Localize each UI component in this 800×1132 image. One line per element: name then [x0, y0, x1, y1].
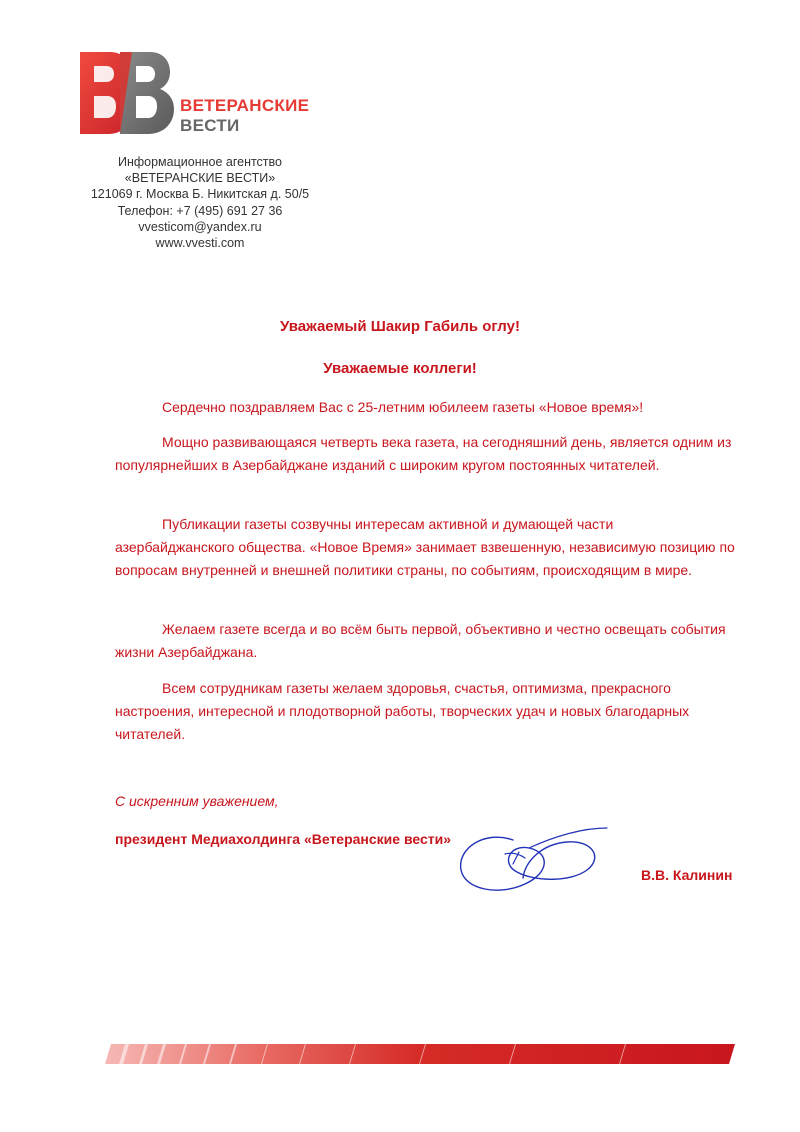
- salutation-secondary: Уважаемые коллеги!: [323, 360, 477, 377]
- logo: [80, 52, 340, 138]
- logo-line-1: ВЕТЕРАНСКИЕ: [180, 96, 310, 115]
- footer-decorative-stripe: [105, 1044, 735, 1064]
- letter-paragraph: Публикации газеты созвучны интересам активной и думающей части азербайджанского общества. «Новое Время» занимает взвешенную, независимую позицию по вопросам внутренней и внешней политики страны, по событиям, происходящим в мире.: [115, 516, 735, 578]
- agency-phone: Телефон: +7 (495) 691 27 36: [117, 203, 283, 218]
- salutation-primary: Уважаемый Шакир Габиль оглу!: [280, 318, 520, 335]
- agency-email: vvesticom@yandex.ru: [138, 219, 262, 234]
- letter-paragraph: Всем сотрудникам газеты желаем здоровья, счастья, оптимизма, прекрасного настроения, интересной и плодотворной работы, творческих удач и новых благодарных читателей.: [115, 680, 690, 742]
- closing-phrase: С искренним уважением,: [115, 793, 279, 809]
- logo-vv-mark: [80, 52, 175, 136]
- letter-paragraph: Желаем газете всегда и во всём быть первой, объективно и честно освещать события жизни Азербайджана.: [115, 621, 726, 660]
- logo-wordmark: [180, 96, 309, 136]
- signer-name: В.В. Калинин: [641, 867, 733, 883]
- agency-contact-block: [80, 154, 320, 251]
- agency-website: www.vvesti.com: [155, 236, 245, 251]
- handwritten-signature: [455, 818, 615, 898]
- signer-title: президент Медиахолдинга «Ветеранские вести»: [115, 831, 452, 847]
- agency-address: 121069 г. Москва Б. Никитская д. 50/5: [90, 187, 310, 202]
- letter-paragraph: Мощно развивающаяся четверть века газета, на сегодняшний день, является одним из популярнейших в Азербайджане изданий с широким кругом постоянных читателей.: [115, 434, 732, 473]
- agency-quoted-name: «ВЕТЕРАНСКИЕ ВЕСТИ»: [124, 171, 276, 186]
- letter-paragraph: Сердечно поздравляем Вас с 25-летним юбилеем газеты «Новое время»!: [162, 399, 644, 415]
- agency-name: Информационное агентство: [117, 155, 282, 169]
- logo-line-2: ВЕСТИ: [180, 116, 240, 135]
